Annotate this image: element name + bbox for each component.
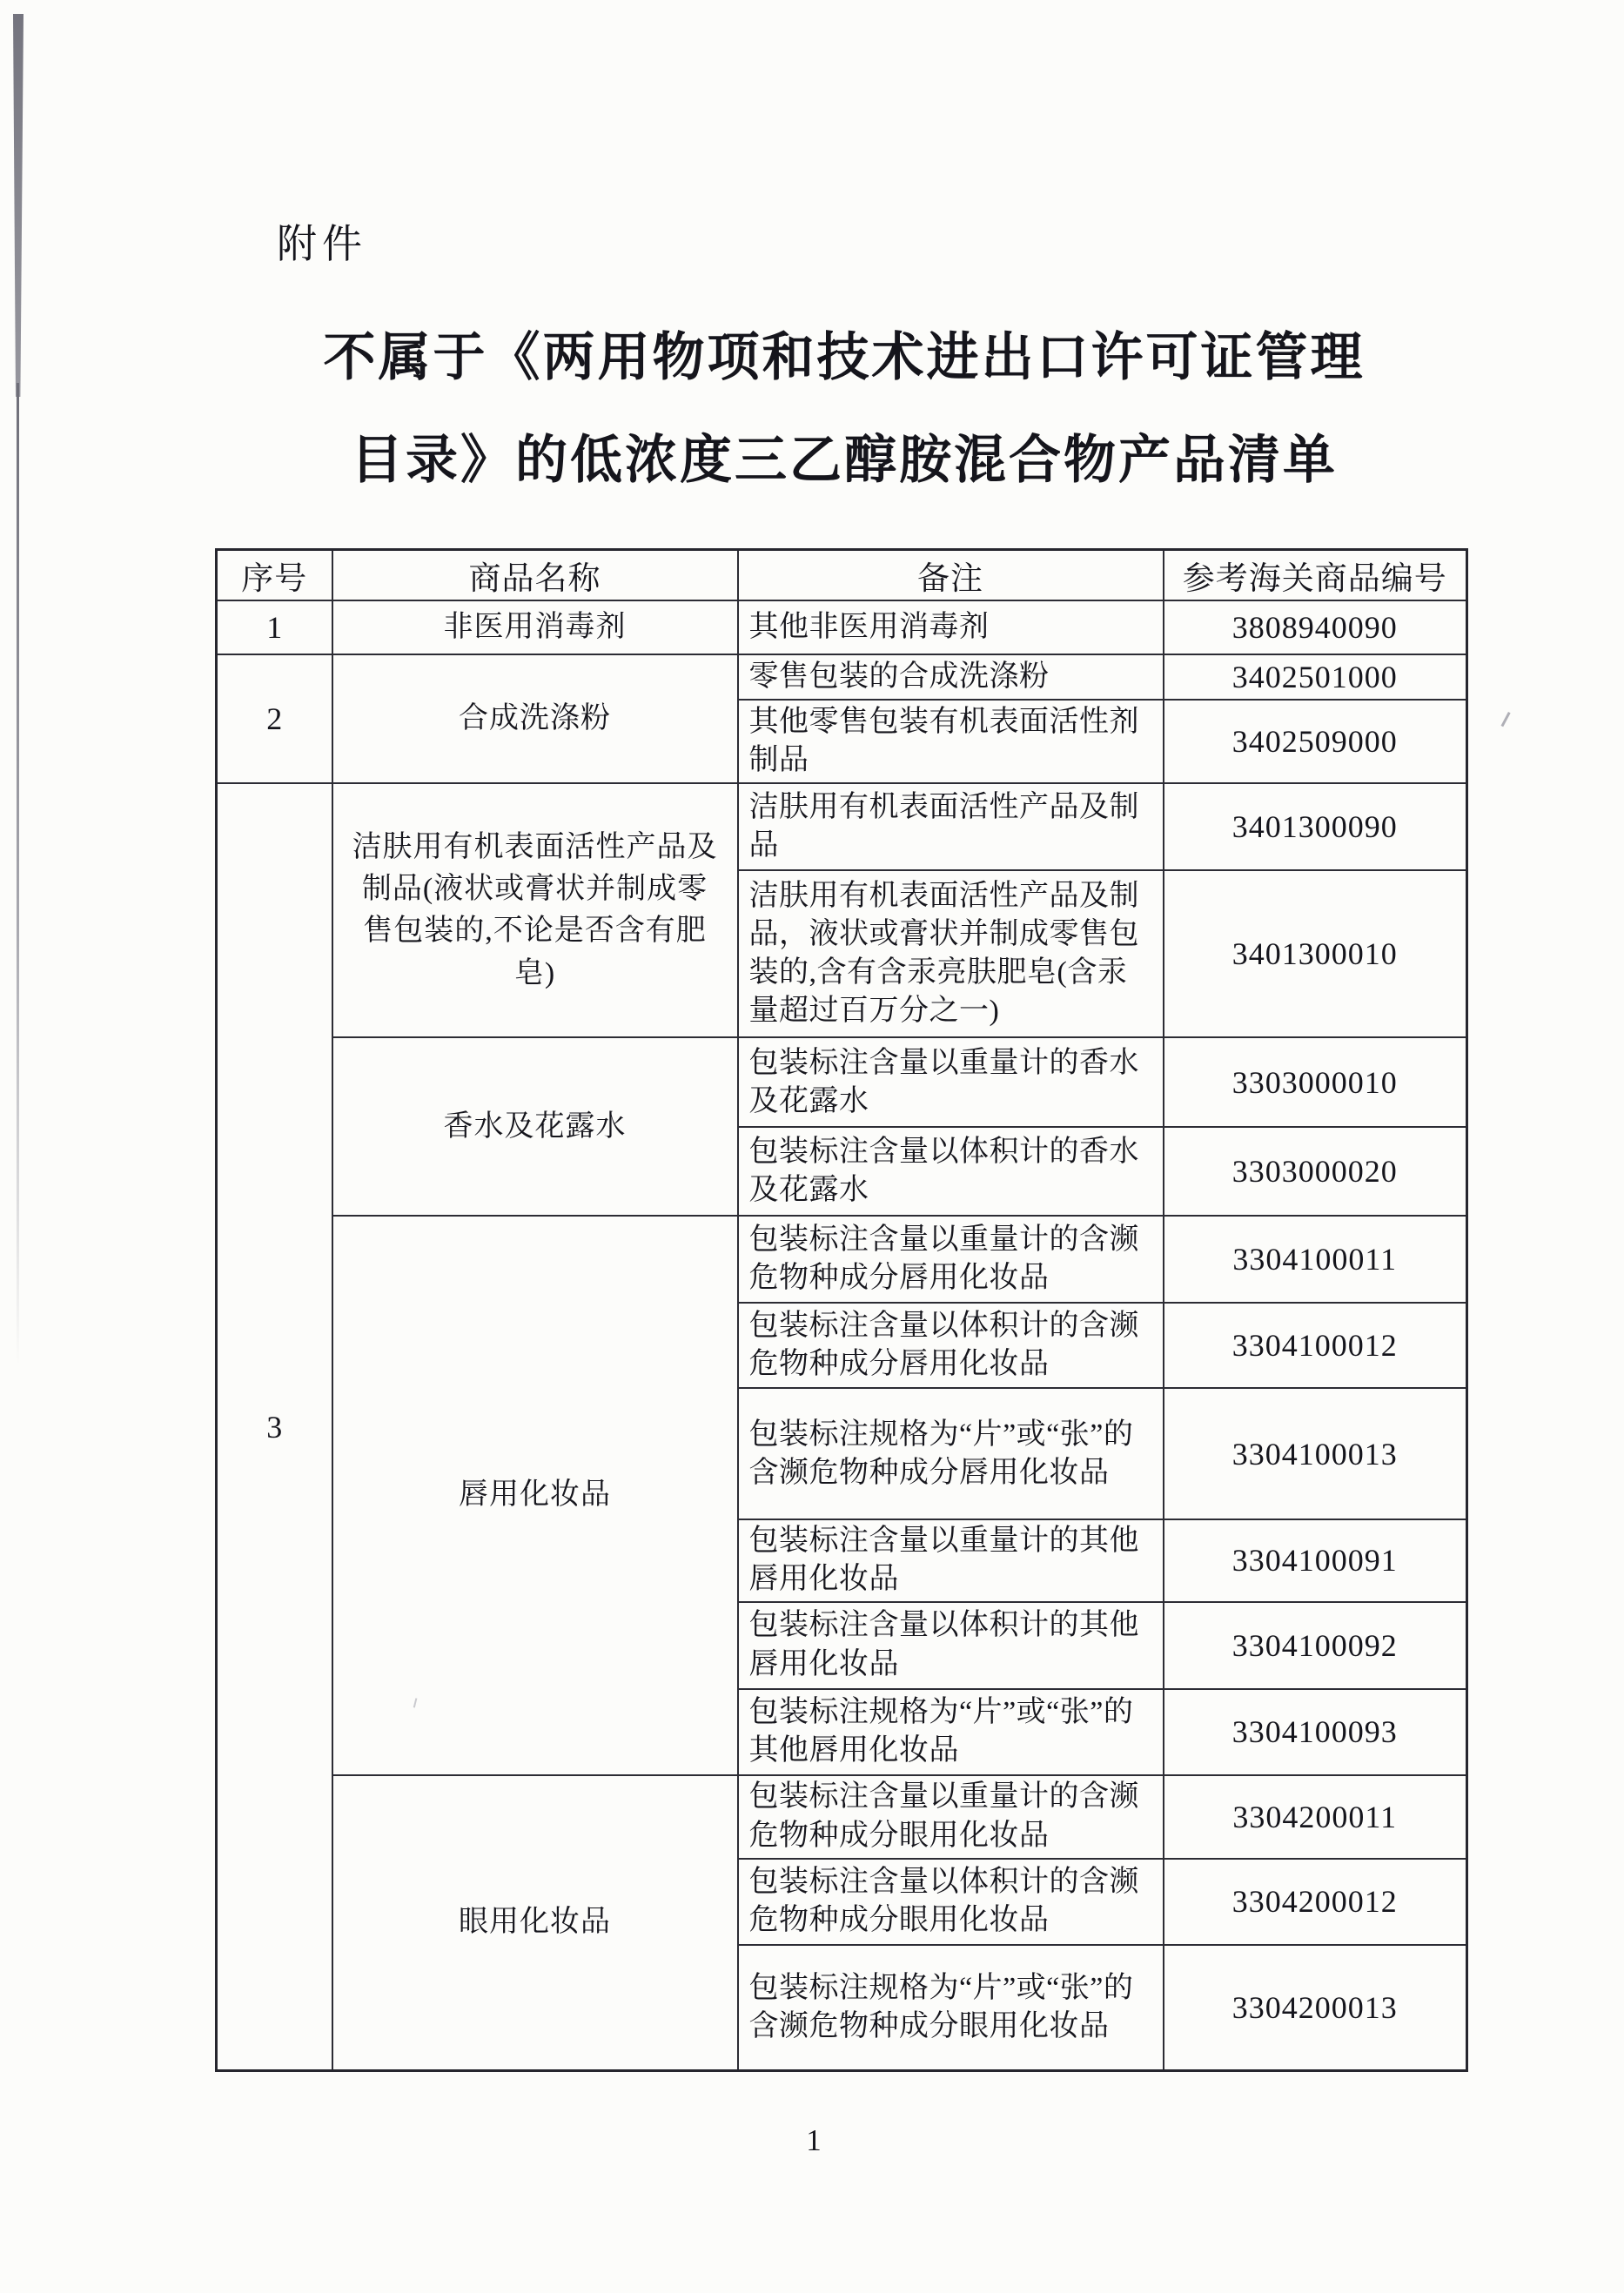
- cell-code: 3402509000: [1164, 700, 1467, 783]
- cell-code: 3304100013: [1164, 1388, 1467, 1519]
- cell-code: 3304100011: [1164, 1216, 1467, 1303]
- cell-code: 3304200012: [1164, 1859, 1467, 1945]
- cell-note: 包装标注含量以体积计的其他唇用化妆品: [738, 1602, 1164, 1689]
- cell-code: 3808940090: [1164, 600, 1467, 654]
- cell-note: 包装标注含量以重量计的其他唇用化妆品: [738, 1519, 1164, 1601]
- cell-note: 零售包装的合成洗涤粉: [738, 654, 1164, 700]
- cell-seq: 1: [217, 600, 332, 654]
- scan-speck: [1501, 712, 1519, 731]
- scan-artifact-strip: [13, 14, 23, 397]
- product-list-table-wrapper: [215, 548, 1468, 2072]
- cell-code: 3303000010: [1164, 1037, 1467, 1127]
- cell-note: 其他零售包装有机表面活性剂制品: [738, 700, 1164, 783]
- header-seq: 序号: [217, 550, 332, 601]
- cell-code: 3401300010: [1164, 870, 1467, 1037]
- cell-code: 3304200013: [1164, 1945, 1467, 2071]
- cell-note: 包装标注规格为“片”或“张”的含濒危物种成分眼用化妆品: [738, 1945, 1164, 2071]
- cell-note: 洁肤用有机表面活性产品及制品: [738, 783, 1164, 870]
- cell-note: 包装标注含量以重量计的含濒危物种成分唇用化妆品: [738, 1216, 1164, 1303]
- table-row: [217, 783, 1467, 870]
- cell-note: 洁肤用有机表面活性产品及制品，液状或膏状并制成零售包装的,含有含汞亮肤肥皂(含汞量超过百万分之一): [738, 870, 1164, 1037]
- table-row: [217, 654, 1467, 700]
- table-row: [217, 600, 1467, 654]
- cell-seq: 3: [217, 783, 332, 2070]
- cell-code: 3401300090: [1164, 783, 1467, 870]
- cell-name: 眼用化妆品: [332, 1775, 738, 2071]
- cell-note: 包装标注含量以体积计的香水及花露水: [738, 1127, 1164, 1216]
- cell-code: 3304100092: [1164, 1602, 1467, 1689]
- cell-seq: 2: [217, 654, 332, 783]
- cell-code: 3402501000: [1164, 654, 1467, 700]
- header-code: 参考海关商品编号: [1164, 550, 1467, 601]
- attachment-label: 附件: [277, 222, 367, 266]
- cell-code: 3304100093: [1164, 1689, 1467, 1775]
- cell-code: 3304200011: [1164, 1775, 1467, 1859]
- table-row: [217, 1216, 1467, 1303]
- table-row: [217, 1037, 1467, 1127]
- page-number: 1: [806, 2123, 822, 2157]
- header-note: 备注: [738, 550, 1164, 601]
- product-list-table: [215, 548, 1468, 2072]
- cell-note: 包装标注含量以体积计的含濒危物种成分眼用化妆品: [738, 1859, 1164, 1945]
- cell-code: 3304100091: [1164, 1519, 1467, 1601]
- table-row: [217, 1775, 1467, 1859]
- cell-note: 包装标注含量以重量计的含濒危物种成分眼用化妆品: [738, 1775, 1164, 1859]
- cell-note: 包装标注含量以重量计的香水及花露水: [738, 1037, 1164, 1127]
- scan-artifact-line: [17, 383, 19, 1366]
- cell-name: 非医用消毒剂: [332, 600, 738, 654]
- cell-note: 包装标注规格为“片”或“张”的含濒危物种成分唇用化妆品: [738, 1388, 1164, 1519]
- table-header-row: [217, 550, 1467, 601]
- cell-name: 唇用化妆品: [332, 1216, 738, 1774]
- header-name: 商品名称: [332, 550, 738, 601]
- document-title-line1: 不属于《两用物项和技术进出口许可证管理: [323, 329, 1366, 386]
- document-title: [183, 306, 1506, 512]
- cell-name: 香水及花露水: [332, 1037, 738, 1216]
- cell-note: 其他非医用消毒剂: [738, 600, 1164, 654]
- cell-code: 3303000020: [1164, 1127, 1467, 1216]
- cell-note: 包装标注含量以体积计的含濒危物种成分唇用化妆品: [738, 1303, 1164, 1388]
- cell-code: 3304100012: [1164, 1303, 1467, 1388]
- cell-name: 洁肤用有机表面活性产品及制品(液状或膏状并制成零售包装的,不论是否含有肥皂): [332, 783, 738, 1037]
- cell-note: 包装标注规格为“片”或“张”的其他唇用化妆品: [738, 1689, 1164, 1775]
- document-title-line2: 目录》的低浓度三乙醇胺混合物产品清单: [351, 432, 1338, 489]
- cell-name: 合成洗涤粉: [332, 654, 738, 783]
